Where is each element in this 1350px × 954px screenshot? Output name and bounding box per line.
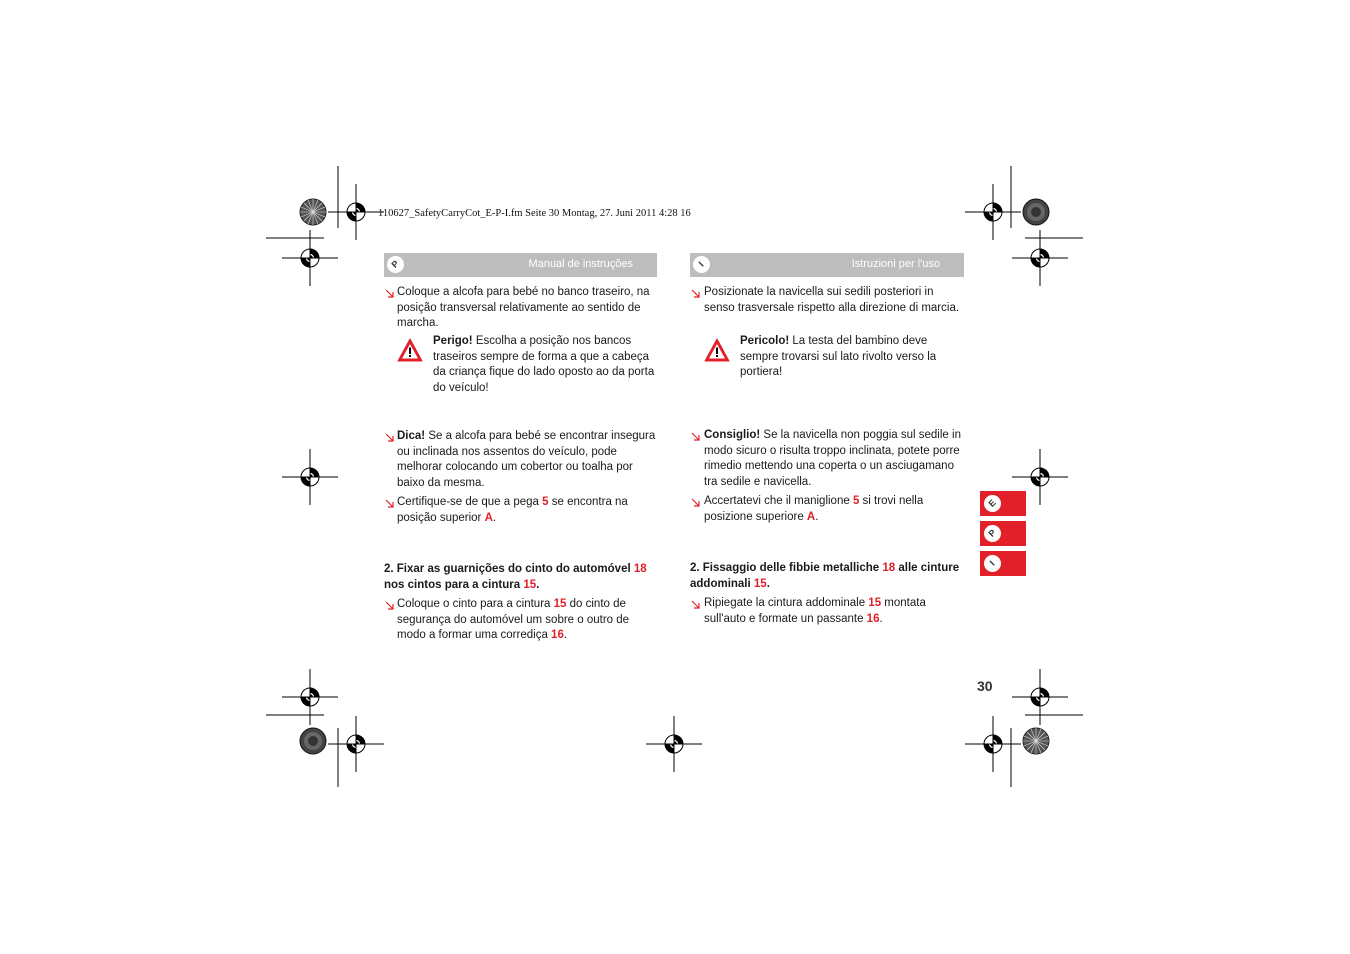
arrow-bullet-icon (690, 430, 704, 444)
instruction-paragraph: Ripiegate la cintura addominale 15 montata sull'auto e formate un passante 16. (704, 597, 926, 625)
instruction-paragraph: Coloque a alcofa para bebé no banco traseiro, na posição transversal relativamente ao sentido de marcha. (397, 286, 650, 330)
header-title-left: Manual de instruções (528, 258, 633, 270)
instruction-paragraph: Certifique-se de que a pega 5 se encontra na posição superior A. (397, 496, 628, 524)
tip-paragraph: Dica! Se a alcofa para bebé se encontrar insegura ou inclinada nos assentos do veículo, pode melhorar colocando um cobertor ou toalha por baixo da mesma. (397, 430, 656, 489)
instruction-paragraph: Coloque o cinto para a cintura 15 do cinto de segurança do automóvel um sobre o outro de modo a formar uma corrediça 16. (397, 598, 630, 642)
warning-text: Perigo! Escolha a posição nos bancos traseiros sempre de forma a que a cabeça da criança fique do lado oposto ao da porta do veículo! (433, 335, 655, 394)
arrow-bullet-icon (690, 496, 704, 510)
arrow-bullet-icon (384, 431, 398, 445)
section-heading: 2. Fissaggio delle fibbie metalliche 18 alle cinture addominali 15. (690, 562, 960, 590)
lang-tag-i: I (689, 252, 713, 276)
arrow-bullet-icon (690, 287, 704, 301)
file-info: 110627_SafetyCarryCot_E-P-I.fm Seite 30 Montag, 27. Juni 2011 4:28 16 (378, 208, 691, 219)
warning-icon (397, 338, 423, 362)
instruction-paragraph: Posizionate la navicella sui sedili posteriori in senso trasversale rispetto alla direzione di marcia. (704, 286, 960, 314)
tip-paragraph: Consiglio! Se la navicella non poggia sul sedile in modo sicuro o risulta troppo inclinata, potete porre rimedio mettendo una coperta o un asciugamano tra sedile e navicella. (704, 429, 961, 488)
section-heading: 2. Fixar as guarnições do cinto do automóvel 18 nos cintos para a cintura 15. (384, 563, 647, 591)
lang-tag-p: P (383, 252, 407, 276)
language-tab-e[interactable]: E (980, 491, 1026, 516)
header-title-right: Istruzioni per l'uso (851, 258, 940, 270)
instruction-paragraph: Accertatevi che il maniglione 5 si trovi nella posizione superiore A. (704, 495, 924, 523)
header-bar-left (384, 253, 657, 277)
page-number: 30 (977, 678, 993, 694)
language-tab-p[interactable]: P (980, 521, 1026, 546)
header-bar-right (690, 253, 964, 277)
arrow-bullet-icon (384, 287, 398, 301)
arrow-bullet-icon (384, 599, 398, 613)
language-tab-i[interactable]: I (980, 551, 1026, 576)
arrow-bullet-icon (690, 598, 704, 612)
arrow-bullet-icon (384, 497, 398, 511)
warning-text: Pericolo! La testa del bambino deve sempre trovarsi sul lato rivolto verso la portiera! (740, 335, 937, 379)
warning-icon (704, 338, 730, 362)
